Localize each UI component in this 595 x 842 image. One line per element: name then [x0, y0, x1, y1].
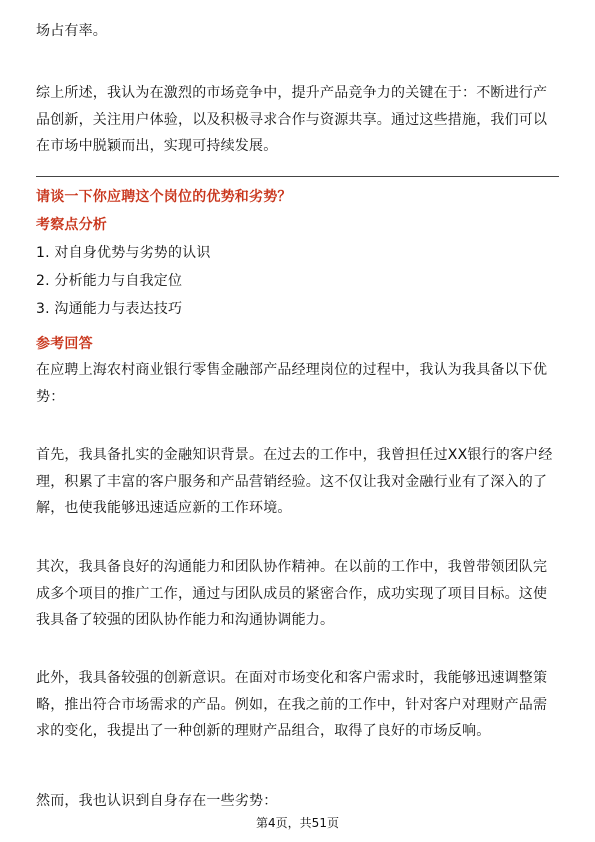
analysis-point-1: 1. 对自身优势与劣势的认识 — [36, 245, 211, 261]
summary-paragraph: 综上所述，我认为在激烈的市场竞争中，提升产品竞争力的关键在于：不断进行产品创新，关注用户体验，以及积极寻求合作与资源共享。通过这些措施，我们可以在市场中脱颖而出，实现可持续发展。 — [36, 85, 548, 154]
continuation-text: 场占有率。 — [36, 23, 107, 39]
analysis-heading: 考察点分析 — [36, 217, 107, 233]
answer-heading: 参考回答 — [36, 336, 93, 352]
question-title: 请谈一下你应聘这个岗位的优势和劣势？ — [36, 189, 292, 205]
section-divider — [36, 176, 559, 177]
analysis-point-3: 3. 沟通能力与表达技巧 — [36, 301, 183, 317]
answer-paragraph-3: 此外，我具备较强的创新意识。在面对市场变化和客户需求时，我能够迅速调整策略，推出符合市场需求的产品。例如，在我之前的工作中，针对客户对理财产品需求的变化，我提出了一种创新的理财产品组合，取得了良好的市场反响。 — [36, 670, 548, 739]
answer-intro: 在应聘上海农村商业银行零售金融部产品经理岗位的过程中，我认为我具备以下优势： — [36, 362, 548, 405]
answer-paragraph-4: 然而，我也认识到自身存在一些劣势： — [36, 793, 278, 809]
page-number: 第4页，共51页 — [256, 816, 339, 830]
analysis-point-2: 2. 分析能力与自我定位 — [36, 273, 183, 289]
answer-paragraph-1: 首先，我具备扎实的金融知识背景。在过去的工作中，我曾担任过XX银行的客户经理，积累了丰富的客户服务和产品营销经验。这不仅让我对金融行业有了深入的了解，也使我能够迅速适应新的工作环境。 — [36, 447, 553, 516]
answer-paragraph-2: 其次，我具备良好的沟通能力和团队协作精神。在以前的工作中，我曾带领团队完成多个项目的推广工作，通过与团队成员的紧密合作，成功实现了项目目标。这使我具备了较强的团队协作能力和沟通协调能力。 — [36, 559, 548, 628]
